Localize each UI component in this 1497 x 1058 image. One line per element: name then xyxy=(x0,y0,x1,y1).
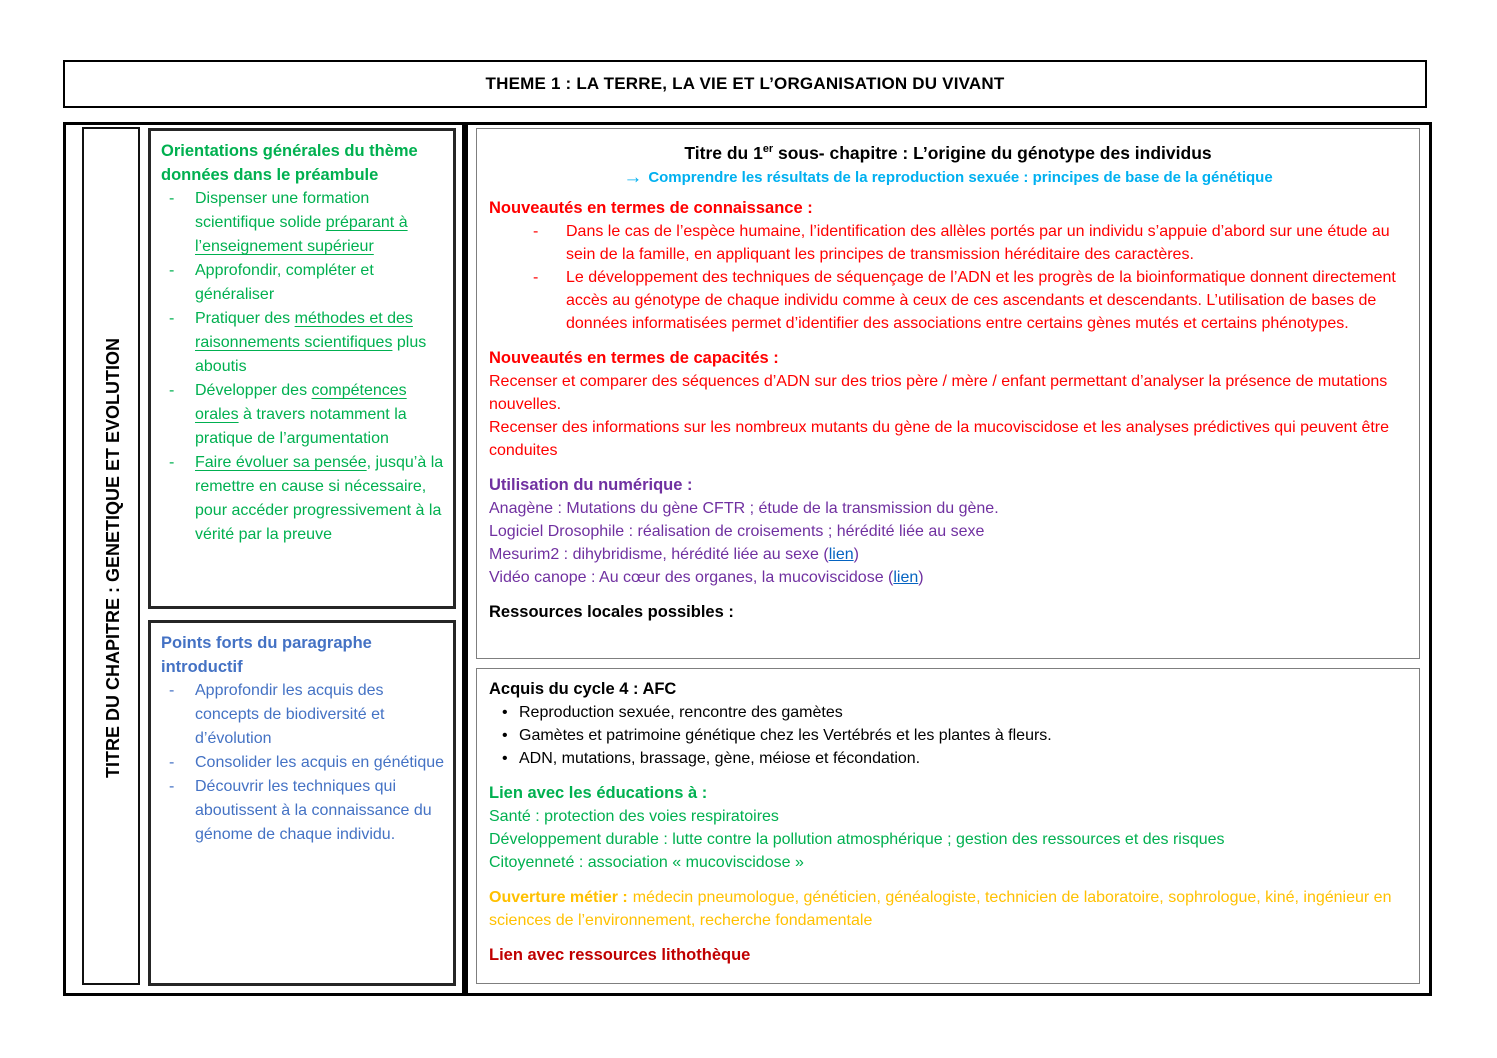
capacites-paragraph: Recenser et comparer des séquences d’ADN sur des trios père / mère / enfant permettant d’analyser la présence de mutations nouvelles. xyxy=(489,372,1388,413)
point-fort-item: - Approfondir les acquis des concepts de biodiversité et d’évolution xyxy=(161,679,445,751)
ressources-locales-heading: Ressources locales possibles : xyxy=(489,602,734,621)
subchapter-box xyxy=(476,128,1420,659)
acquis-heading: Acquis du cycle 4 : AFC xyxy=(489,680,677,698)
orientation-item: - Dispenser une formation scientifique solide préparant à l’enseignement supérieur xyxy=(161,187,445,259)
numerique-line: Mesurim2 : dihybridisme, hérédité liée au sexe (lien) xyxy=(489,545,859,563)
metier-line xyxy=(489,886,1407,932)
point-fort-item: - Découvrir les techniques qui aboutissent à la connaissance du génome de chaque individu. xyxy=(161,775,445,847)
theme-title: THEME 1 : LA TERRE, LA VIE ET L’ORGANISATION DU VIVANT xyxy=(485,74,1005,93)
numerique-line: Anagène : Mutations du gène CFTR ; étude de la transmission du gène. xyxy=(489,499,999,517)
orientations-title: Orientations générales du thème données dans le préambule xyxy=(161,142,418,184)
capacites-heading: Nouveautés en termes de capacités : xyxy=(489,348,779,367)
connaissance-item: - Dans le cas de l’espèce humaine, l’identification des allèles portés par un individu s’appuie d’abord sur une étude au sein de la famille, en appliquant les principes de transmission héréditaire des caractères. xyxy=(489,220,1407,266)
subchapter-title: Titre du 1er sous- chapitre : L’origine du génotype des individus xyxy=(684,142,1212,163)
orientation-item: - Développer des compétences orales à travers notamment la pratique de l’argumentation xyxy=(161,379,445,451)
acquis-item: • Reproduction sexuée, rencontre des gamètes xyxy=(489,701,1407,724)
metier-text: médecin pneumologue, généticien, généalogiste, technicien de laboratoire, sophrologue, kiné, ingénieur en sciences de l’environnement, recherche fondamentale xyxy=(489,889,1392,929)
objective-line xyxy=(489,166,1407,189)
connaissances-heading: Nouveautés en termes de connaissance : xyxy=(489,198,813,217)
acquis-item: • ADN, mutations, brassage, gène, méiose et fécondation. xyxy=(489,747,1407,770)
education-line: Santé : protection des voies respiratoires xyxy=(489,808,779,825)
metier-heading: Ouverture métier : xyxy=(489,889,628,906)
numerique-heading: Utilisation du numérique : xyxy=(489,475,693,494)
capacites-paragraph: Recenser des informations sur les nombreux mutants du gène de la mucoviscidose et les analyses prédictives qui peuvent être conduites xyxy=(489,418,1390,459)
lien-link[interactable]: lien xyxy=(893,568,919,586)
education-line: Développement durable : lutte contre la pollution atmosphérique ; gestion des ressources et des risques xyxy=(489,831,1225,848)
numerique-line: Vidéo canope : Au cœur des organes, la mucoviscidose (lien) xyxy=(489,568,924,586)
points-forts-box xyxy=(148,620,456,986)
acquis-item: • Gamètes et patrimoine génétique chez les Vertébrés et les plantes à fleurs. xyxy=(489,724,1407,747)
lithotheque-heading: Lien avec ressources lithothèque xyxy=(489,946,751,964)
numerique-line: Logiciel Drosophile : réalisation de croisements ; hérédité liée au sexe xyxy=(489,522,985,540)
orientations-box xyxy=(148,128,456,609)
orientation-item: - Faire évoluer sa pensée, jusqu’à la remettre en cause si nécessaire, pour accéder progressivement à la vérité par la preuve xyxy=(161,451,445,547)
education-line: Citoyenneté : association « mucoviscidose » xyxy=(489,854,804,871)
educations-heading: Lien avec les éducations à : xyxy=(489,784,708,802)
chapter-title-box xyxy=(82,127,140,985)
acquis-box xyxy=(476,668,1420,984)
chapter-title: TITRE DU CHAPITRE : GENETIQUE ET EVOLUTION xyxy=(102,338,123,779)
orientation-item: - Approfondir, compléter et généraliser xyxy=(161,259,445,307)
points-forts-title: Points forts du paragraphe introductif xyxy=(161,634,372,676)
point-fort-item: - Consolider les acquis en génétique xyxy=(161,751,445,775)
connaissance-item: - Le développement des techniques de séquençage de l’ADN et les progrès de la bioinformatique donnent directement accès au génotype de chaque individu comme à ceux de ces ascendants et descendants. L’utilisation de bases de données informatisées permet d’identifier des associations entre certains gènes mutés et certains phénotypes. xyxy=(489,266,1407,335)
theme-title-box xyxy=(63,60,1427,108)
orientation-item: - Pratiquer des méthodes et des raisonnements scientifiques plus aboutis xyxy=(161,307,445,379)
lien-link[interactable]: lien xyxy=(828,545,854,563)
right-arrow-icon: → xyxy=(623,166,643,188)
objective-text: Comprendre les résultats de la reproduction sexuée : principes de base de la génétique xyxy=(648,168,1273,186)
